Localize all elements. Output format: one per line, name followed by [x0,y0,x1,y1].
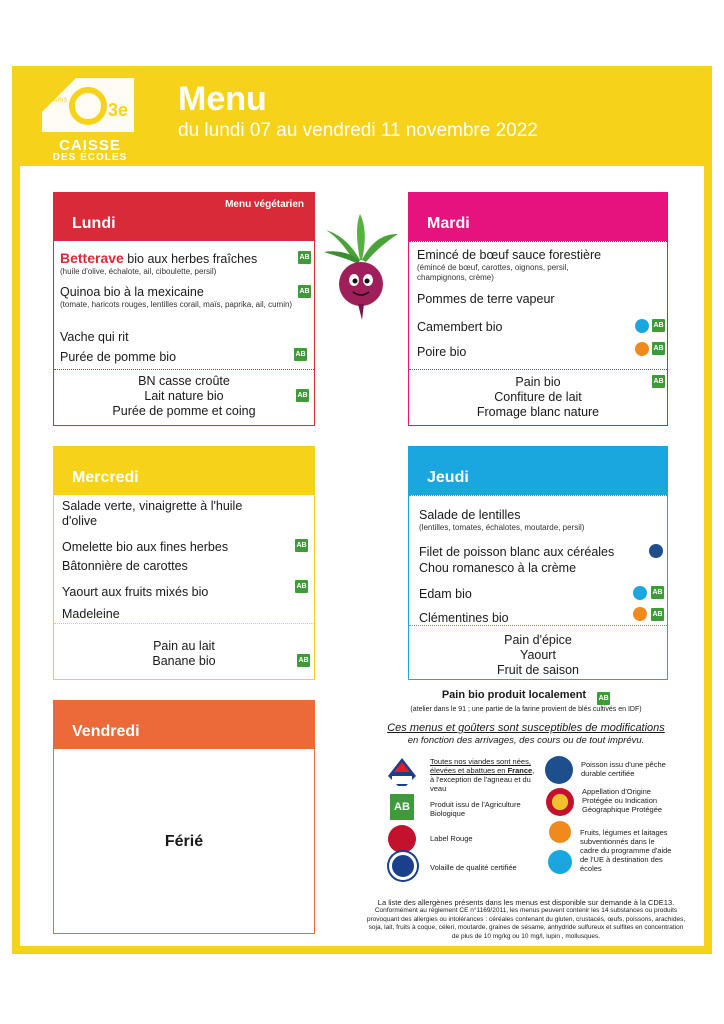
card-lundi [53,192,315,426]
menu-item: Quinoa bio à la mexicaine (tomate, haricots rouges, lentilles corail, maïs, paprika, ail, cumin) [60,285,293,309]
menu-item: Madeleine [62,607,120,621]
peche-durable-icon [545,756,573,784]
fruits-legumes-icon [633,586,647,600]
day-name: Lundi [72,215,116,232]
holiday-label: Férié [164,833,204,850]
card-mardi-header [409,193,667,241]
card-jeudi [408,446,668,680]
notice-line2: en fonction des arrivages, des cours ou de tout imprévu. [407,735,645,746]
menu-item: Poire bio [417,345,467,359]
day-name: Mercredi [72,469,139,486]
local-bread-note [366,689,686,714]
card-vendredi [53,700,315,934]
page-dates: du lundi 07 au vendredi 11 novembre 2022 [178,120,538,141]
peche-durable-icon [649,544,663,558]
legend-viandes: Toutes nos viandes sont nées, élevées et abattues en France, à l'exception de l'agneau et du veau [430,757,535,793]
menu-item: Pommes de terre vapeur [417,292,555,306]
menu-item: Salade verte, vinaigrette à l'huile d'olive [62,499,243,528]
bio-icon: AB [298,251,311,264]
logo-text [44,137,136,164]
divider [54,369,314,370]
allergens-line1: La liste des allergènes présents dans les menus est disponible sur demande à la CDE13. [377,898,675,907]
menu-item: Edam bio [419,587,472,601]
menu-item: Clémentines bio [419,611,509,625]
local-bread-detail: (atelier dans le 91 ; une partie de la farine provient de blés cultivés en IDF) [410,706,642,713]
menu-item: Chou romanesco à la crème [419,561,577,575]
menu-item: Emincé de bœuf sauce forestière (émincé de bœuf, carottes, oignons, persil, champignons, crème) [417,248,602,282]
fruits-legumes-icon [635,342,649,356]
legend-volaille: Volaille de qualité certifiée [430,863,517,872]
aop-igp-icon [546,788,574,816]
card-jeudi-header [409,447,667,495]
menu-item: Filet de poisson blanc aux céréales [419,545,615,559]
logo-sub: DES ÉCOLES [52,152,128,163]
divider [54,623,314,624]
bio-icon: AB [597,692,610,705]
page-title: Menu [178,80,267,118]
bio-icon: AB [295,580,308,593]
divider [409,495,667,496]
card-mercredi [53,446,315,680]
legend-bio: Produit issu de l'Agriculture Biologique [430,800,521,818]
divider [409,241,667,242]
card-vendredi-header [54,701,314,749]
fruits-legumes-icon [545,820,575,878]
bio-icon: AB [652,342,665,355]
volaille-qualite-icon [389,852,417,880]
menu-item: Betterave bio aux herbes fraîches (huile d'olive, échalote, ail, ciboulette, persil) [60,250,258,276]
bio-icon: AB [651,608,664,621]
label-rouge-icon [388,825,416,853]
vegetarian-tag: Menu végétarien [225,199,304,210]
bio-icon: AB [295,539,308,552]
card-mercredi-header [54,447,314,495]
fruits-legumes-icon [633,607,647,621]
notice-line1: Ces menus et goûters sont susceptibles de modifications [387,722,665,734]
bio-icon: AB [297,654,310,667]
snack-block: Pain bio Confiture de lait Fromage blanc nature [476,375,600,419]
snack-block: BN casse croûte Lait nature bio Purée de pomme et coing [112,374,256,418]
viandes-de-france-icon [384,754,420,788]
bio-icon: AB [294,348,307,361]
bio-icon: AB [652,319,665,332]
menu-item: Yaourt aux fruits mixés bio [62,585,209,599]
logo-paris: PARIS [50,98,68,104]
legend-aop: Appellation d'Origine Protégée ou Indication Géographique Protégée [582,787,663,814]
divider [409,625,667,626]
snack-block: Pain au lait Banane bio [152,639,216,668]
menu-item: Bâtonnière de carottes [62,559,188,573]
menu-item: Salade de lentilles (lentilles, tomates, échalotes, moutarde, persil) [419,508,585,532]
divider [409,369,667,370]
legend-label-rouge: Label Rouge [430,834,473,843]
menu-item: Vache qui rit [60,330,129,344]
agriculture-biologique-icon: AB [390,794,414,820]
beetroot-mascot-illustration [320,212,402,324]
highlight-word: Betterave [60,250,124,266]
menu-item: Camembert bio [417,320,503,334]
logo-main: CAISSE [59,137,121,154]
menu-item: Omelette bio aux fines herbes [62,540,229,554]
day-name: Jeudi [427,469,469,486]
fruits-legumes-icon [635,319,649,333]
logo-badge: 3e [108,100,129,120]
bio-icon: AB [651,586,664,599]
bio-icon: AB [298,285,311,298]
allergens-line2: Conformément au règlement CE n°1169/2011, les menus peuvent contenir les 14 substances ou produits provoquant des allergies ou intolérances : céréales contenant du gluten, crustacés, œufs, poissons, arachides, soja, lait, fruits à coque, céleri, moutarde, graines de sésame, anhydride sulfureux et sulfites en concentration de plus de 10 mg/kg ou 10 mg/l, lupin , mollusques. [366,907,686,940]
menu-notice [366,722,686,747]
legend-peche: Poisson issu d'une pêche durable certifiée [581,760,666,778]
card-lundi-header [54,193,314,241]
snack-block: Pain d'épice Yaourt Fruit de saison [497,633,579,677]
menu-item: Purée de pomme bio [60,350,177,364]
bio-icon: AB [296,389,309,402]
day-name: Vendredi [72,723,140,740]
legend-fruits: Fruits, légumes et laitages subventionnés dans le cadre du programme d'aide de l'UE à destination des écoles [580,828,672,873]
day-name: Mardi [427,215,470,232]
card-mardi [408,192,668,426]
bio-icon: AB [652,375,665,388]
allergens-note [366,898,686,941]
local-bread-title: Pain bio produit localement [441,689,587,701]
